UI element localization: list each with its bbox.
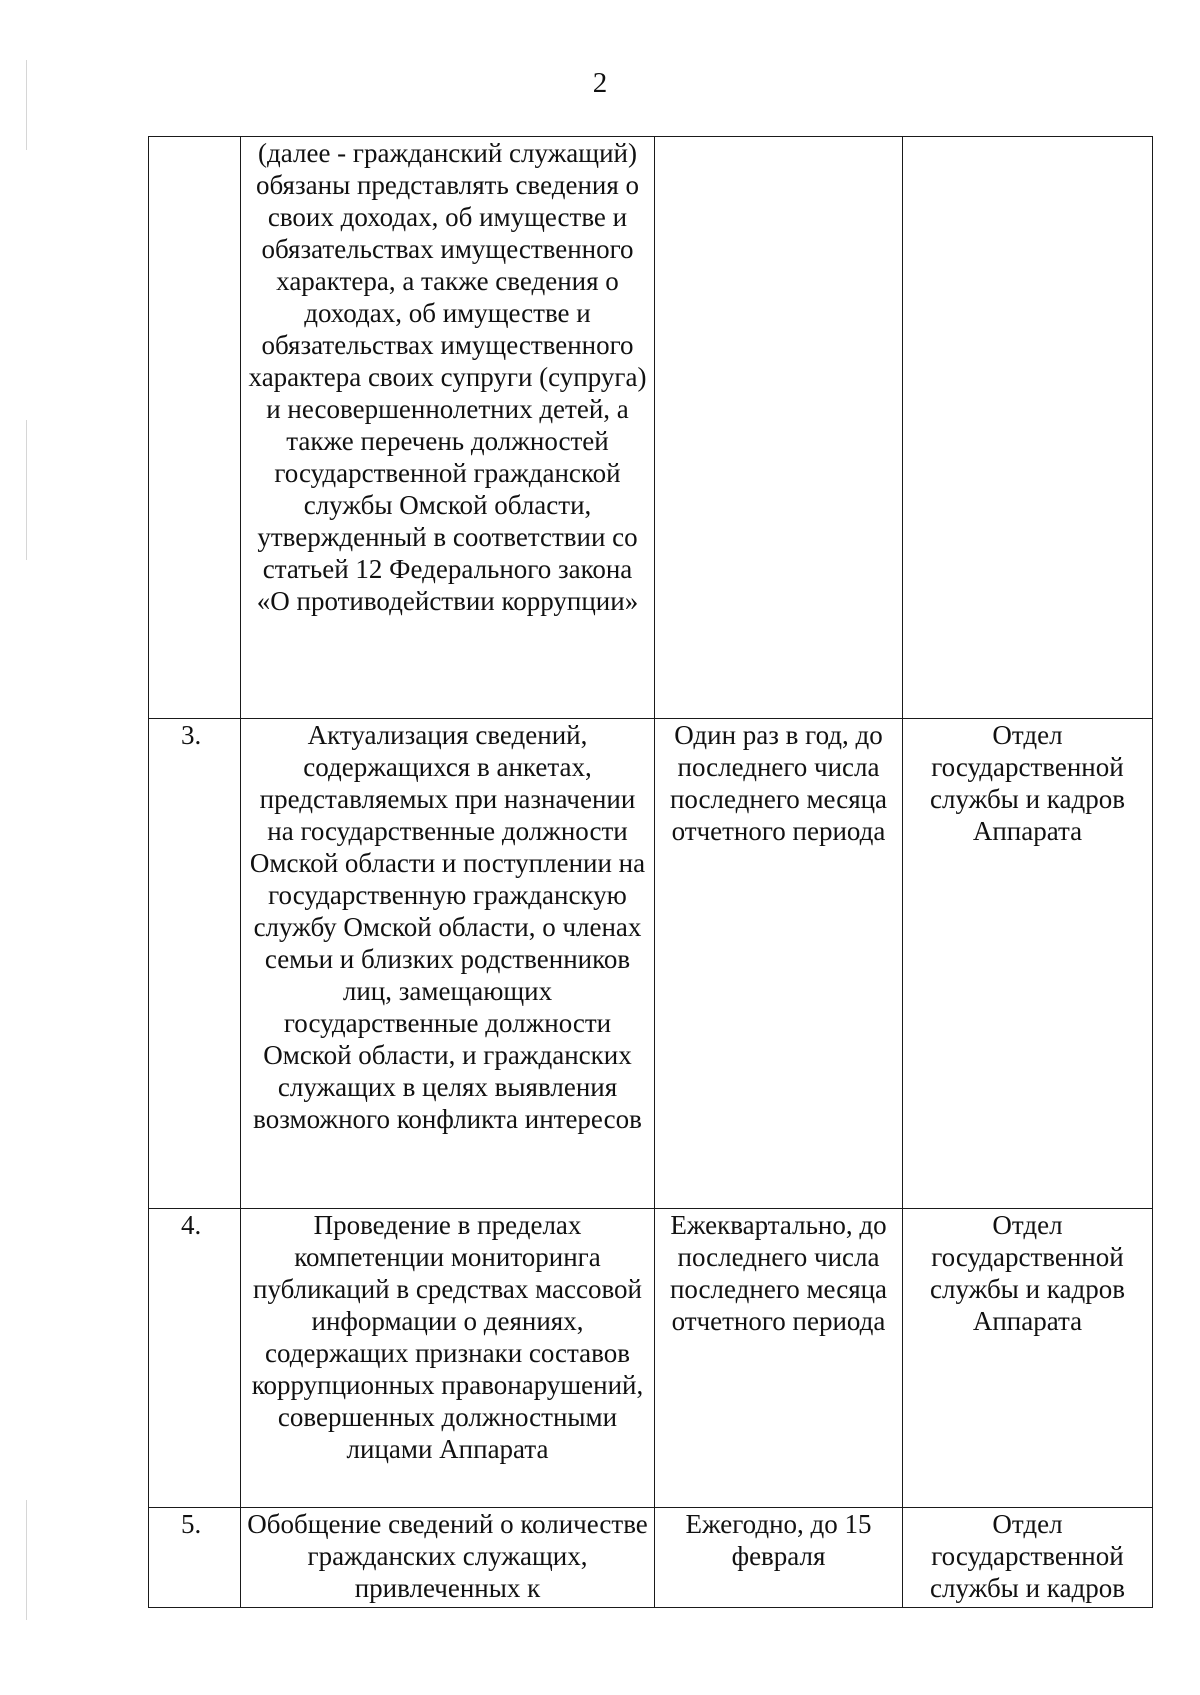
- term-cell: Один раз в год, до последнего числа последнего месяца отчетного периода: [655, 719, 903, 1209]
- responsible-cell: Отдел государственной службы и кадров: [903, 1508, 1153, 1608]
- scan-edge-mark: [26, 420, 27, 560]
- activity-cell: Проведение в пределах компетенции мониторинга публикаций в средствах массовой информации о деяниях, содержащих признаки составов коррупционных правонарушений, совершенных должностными лицами Аппарата: [241, 1209, 655, 1508]
- row-number-cell: 4.: [149, 1209, 241, 1508]
- term-cell: [655, 137, 903, 719]
- table-row: [149, 137, 1153, 719]
- table-row: [149, 1508, 1153, 1608]
- activity-cell: Актуализация сведений, содержащихся в анкетах, представляемых при назначении на государственные должности Омской области и поступлении на государственную гражданскую службу Омской области, о членах семьи и близких родственников лиц, замещающих государственные должности Омской области, и гражданских служащих в целях выявления возможного конфликта интересов: [241, 719, 655, 1209]
- row-number-cell: 3.: [149, 719, 241, 1209]
- activities-table: [148, 136, 1153, 1608]
- page-number: 2: [592, 67, 608, 99]
- responsible-cell: [903, 137, 1153, 719]
- term-cell: Ежеквартально, до последнего числа последнего месяца отчетного периода: [655, 1209, 903, 1508]
- activity-cell: (далее - гражданский служащий) обязаны представлять сведения о своих доходах, об имуществе и обязательствах имущественного характера, а также сведения о доходах, об имуществе и обязательствах имущественного характера своих супруги (супруга) и несовершеннолетних детей, а также перечень должностей государственной гражданской службы Омской области, утвержденный в соответствии со статьей 12 Федерального закона «О противодействии коррупции»: [241, 137, 655, 719]
- responsible-cell: Отдел государственной службы и кадров Аппарата: [903, 1209, 1153, 1508]
- responsible-cell: Отдел государственной службы и кадров Аппарата: [903, 719, 1153, 1209]
- scan-edge-mark: [26, 1500, 27, 1620]
- table-row: [149, 1209, 1153, 1508]
- term-cell: Ежегодно, до 15 февраля: [655, 1508, 903, 1608]
- row-number-cell: [149, 137, 241, 719]
- table-row: [149, 719, 1153, 1209]
- row-number-cell: 5.: [149, 1508, 241, 1608]
- activity-cell: Обобщение сведений о количестве гражданских служащих, привлеченных к: [241, 1508, 655, 1608]
